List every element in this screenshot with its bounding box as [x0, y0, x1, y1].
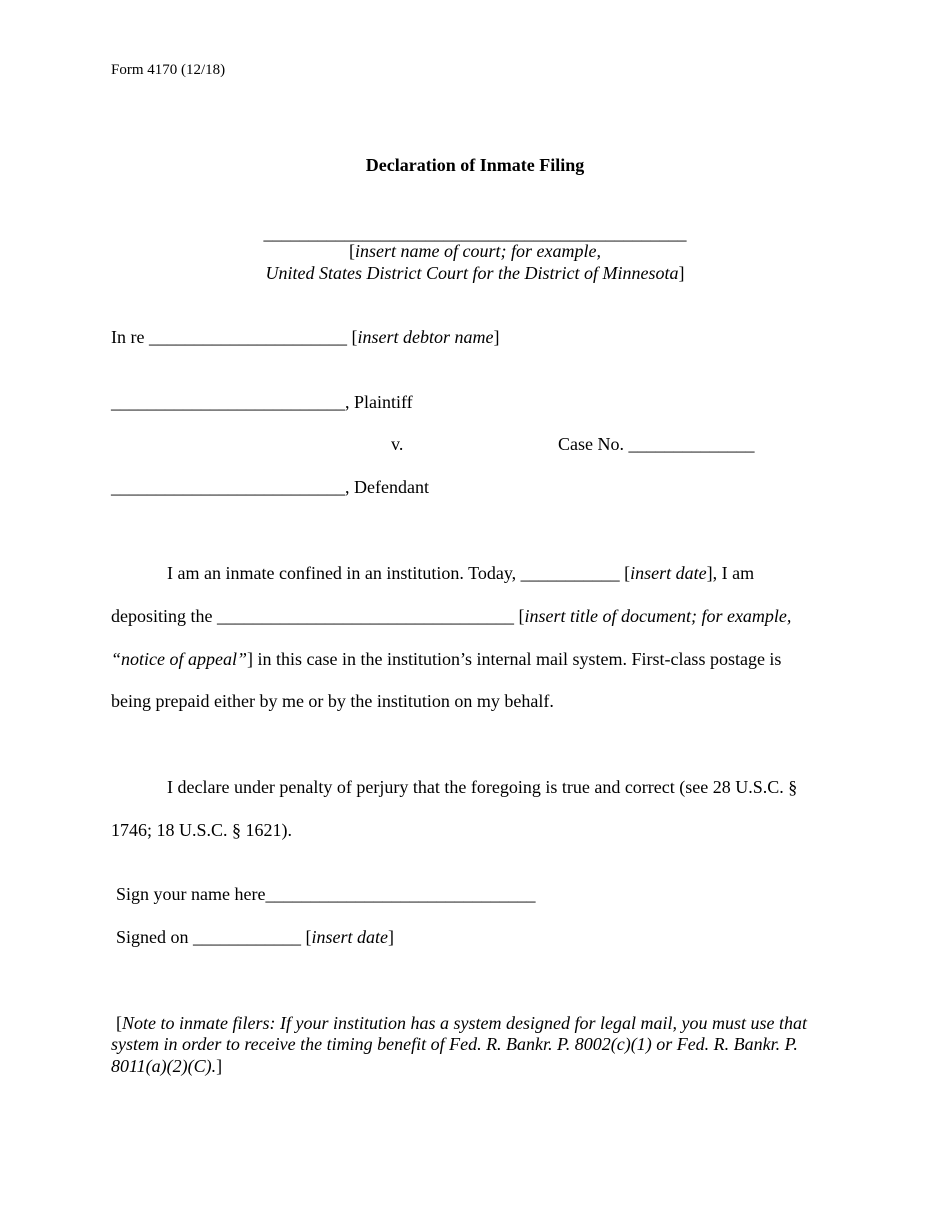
paragraph-1-line-3: “notice of appeal”] in this case in the institution’s internal mail system. First-class postage is: [111, 649, 782, 669]
note-line-3: 8011(a)(2)(C).]: [111, 1056, 223, 1076]
paragraph-2-line-1: I declare under penalty of perjury that the foregoing is true and correct (see 28 U.S.C. §: [167, 777, 798, 797]
note-line-2: system in order to receive the timing benefit of Fed. R. Bankr. P. 8002(c)(1) or Fed. R. Bankr. P.: [111, 1034, 798, 1054]
court-hint-line-1: [insert name of court; for example,: [349, 241, 601, 261]
paragraph-1-line-2: depositing the _________________________________ [insert title of document; for example,: [111, 606, 792, 626]
in-re-line: In re ______________________ [insert debtor name]: [111, 327, 500, 347]
note-line-1: [Note to inmate filers: If your institution has a system designed for legal mail, you must use that: [116, 1013, 807, 1033]
paragraph-1-line-4: being prepaid either by me or by the institution on my behalf.: [111, 691, 554, 711]
document-title: Declaration of Inmate Filing: [365, 155, 585, 175]
signature-line: Sign your name here______________________________: [116, 884, 536, 904]
paragraph-2-line-2: 1746; 18 U.S.C. § 1621).: [111, 820, 293, 840]
court-name-blank: _______________________________________________: [263, 223, 687, 243]
case-number-line: Case No. ______________: [558, 434, 755, 454]
signed-on-line: Signed on ____________ [insert date]: [116, 927, 394, 947]
form-number: Form 4170 (12/18): [111, 62, 226, 78]
paragraph-1-line-1: I am an inmate confined in an institution. Today, ___________ [insert date], I am: [167, 563, 755, 583]
court-hint-line-2: United States District Court for the District of Minnesota]: [265, 263, 685, 283]
defendant-line: __________________________, Defendant: [111, 477, 429, 497]
plaintiff-line: __________________________, Plaintiff: [111, 392, 413, 412]
versus-label: v.: [391, 434, 404, 454]
